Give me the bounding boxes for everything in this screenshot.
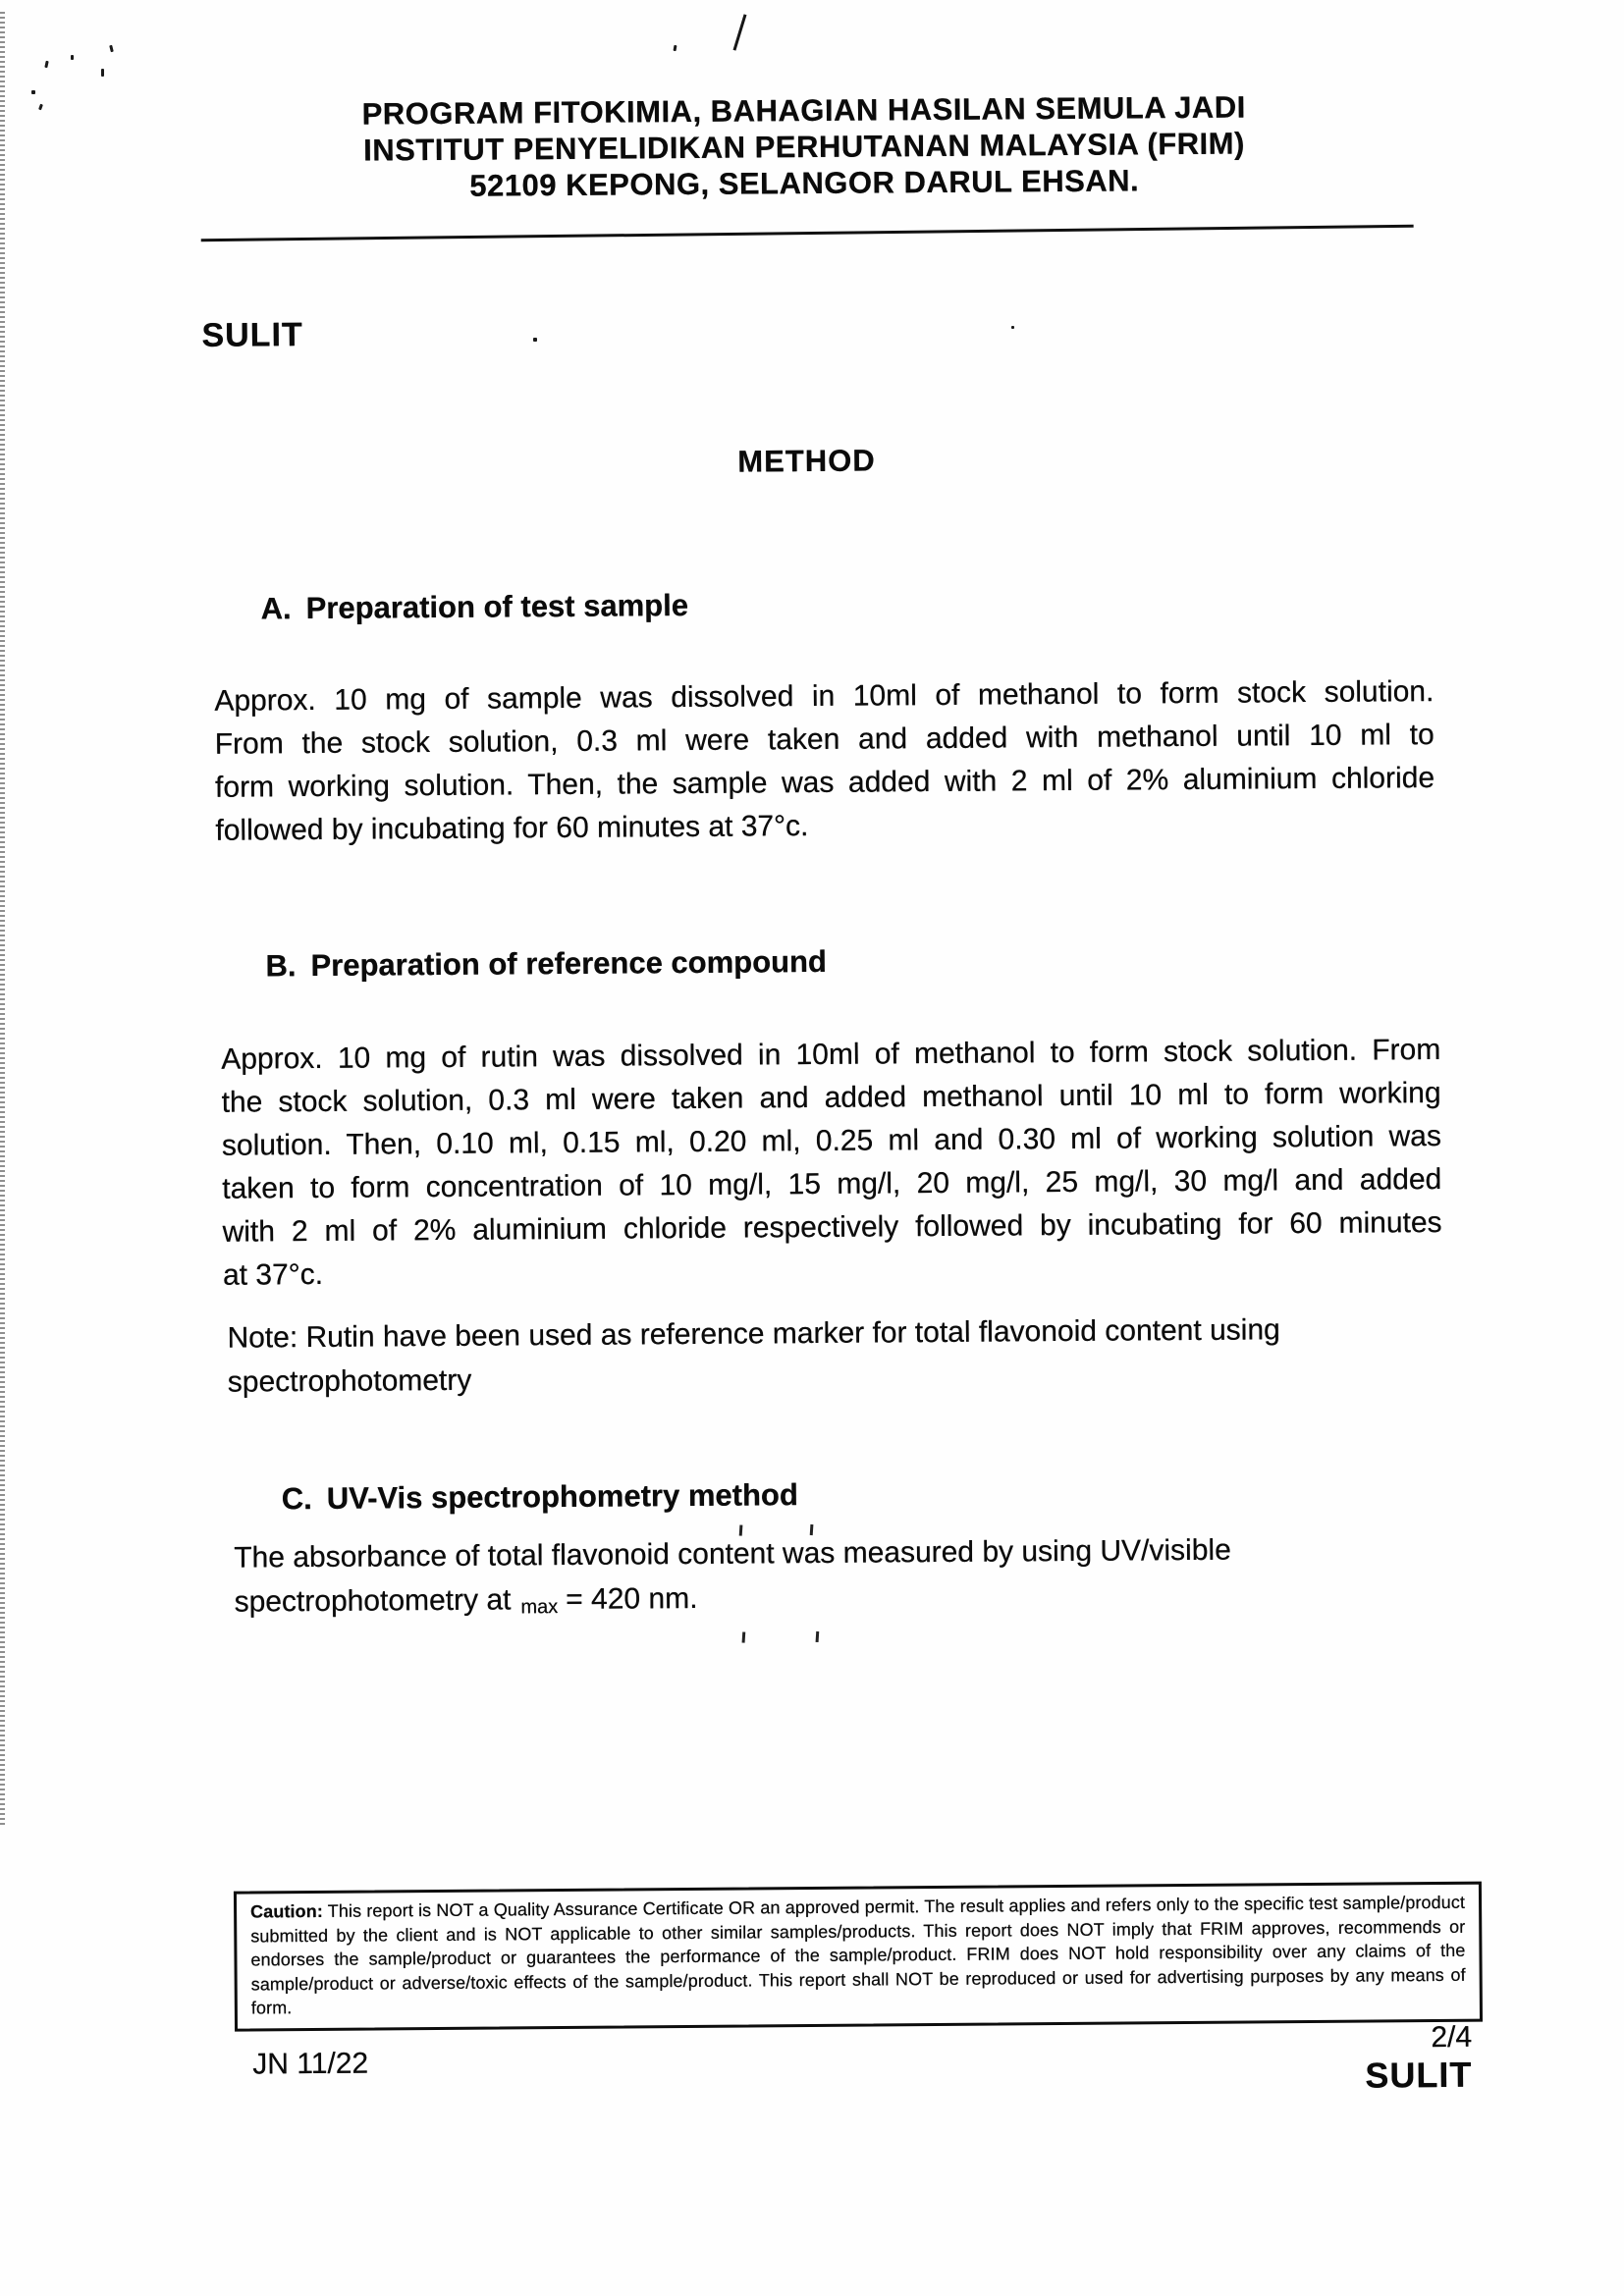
paragraph-line: solution. Then, 0.10 ml, 0.15 ml, 0.20 ml, 0.25 ml and 0.30 ml of working solution was bbox=[221, 1119, 1442, 1162]
paragraph-line: with 2 ml of 2% aluminium chloride respectively followed by incubating for 60 minutes bbox=[222, 1205, 1442, 1249]
section-b-heading-text: Preparation of reference compound bbox=[310, 943, 828, 984]
wavelength-text-post: = 420 nm. bbox=[566, 1581, 698, 1616]
paragraph-line: followed by incubating for 60 minutes at 37°c. bbox=[215, 810, 809, 847]
section-a-paragraph bbox=[214, 670, 1435, 853]
letterhead-line-1: PROGRAM FITOKIMIA, BAHAGIAN HASILAN SEMULA JADI bbox=[361, 89, 1246, 132]
letterhead bbox=[0, 86, 1616, 208]
section-b-letter: B. bbox=[265, 948, 297, 984]
classification-label-top: SULIT bbox=[201, 316, 303, 354]
paragraph-line: the stock solution, 0.3 ml were taken and added methanol until 10 ml to form working bbox=[221, 1076, 1441, 1119]
classification-label-bottom: SULIT bbox=[1365, 2054, 1473, 2096]
paragraph-line: Approx. 10 mg of rutin was dissolved in 10ml of methanol to form stock solution. From bbox=[221, 1033, 1441, 1076]
section-c-paragraph bbox=[234, 1526, 1454, 1629]
caution-label: Caution: bbox=[250, 1900, 323, 1922]
note-line: Note: Rutin have been used as reference marker for total flavonoid content using bbox=[227, 1313, 1280, 1355]
section-a-heading-text: Preparation of test sample bbox=[305, 587, 689, 626]
section-a-letter: A. bbox=[260, 591, 292, 626]
paragraph-line: The absorbance of total flavonoid content was measured by using UV/visible bbox=[234, 1533, 1231, 1575]
paragraph-line: form working solution. Then, the sample was added with 2 ml of 2% aluminium chloride bbox=[214, 762, 1435, 804]
document-title: METHOD bbox=[737, 443, 876, 479]
letterhead-line-3: 52109 KEPONG, SELANGOR DARUL EHSAN. bbox=[469, 163, 1140, 203]
wavelength-text-pre: spectrophotometry at bbox=[234, 1583, 512, 1619]
section-c-letter: C. bbox=[281, 1481, 312, 1517]
note-line: spectrophotometry bbox=[227, 1363, 472, 1399]
caution-text bbox=[250, 1891, 1466, 2020]
caution-box bbox=[234, 1882, 1483, 2031]
note-block bbox=[227, 1307, 1447, 1405]
section-b-heading bbox=[265, 944, 827, 984]
letterhead-divider-rule bbox=[201, 225, 1414, 241]
section-c-heading bbox=[282, 1477, 798, 1517]
letterhead-line-2: INSTITUT PENYELIDIKAN PERHUTANAN MALAYSIA (FRIM) bbox=[362, 126, 1245, 168]
paragraph-line: Approx. 10 mg of sample was dissolved in 10ml of methanol to form stock solution. bbox=[214, 675, 1435, 718]
section-b-paragraph bbox=[221, 1029, 1442, 1298]
paragraph-line bbox=[234, 1571, 1453, 1629]
page-number: 2/4 bbox=[1431, 2020, 1473, 2055]
paragraph-line: From the stock solution, 0.3 ml were taken and added with methanol until 10 ml to bbox=[214, 719, 1435, 761]
caution-body: This report is NOT a Quality Assurance Certificate OR an approved permit. The result applies and refers only to the specific test sample/product submitted by the client and is NOT applicable to other similar samples/products. This report does NOT imply that FRIM approves, recommends or endorses the sample/product or guarantees the performance of the sample/product. FRIM does NOT hold responsibility over any claims of the sample/product or adverse/toxic effects of the sample/product. This report shall NOT be reproduced or used for advertising purposes by any means of form. bbox=[250, 1892, 1466, 2018]
paragraph-line: taken to form concentration of 10 mg/l, 15 mg/l, 20 mg/l, 25 mg/l, 30 mg/l and added bbox=[222, 1162, 1442, 1205]
section-a-heading bbox=[261, 588, 689, 626]
scan-tick-mark bbox=[816, 1631, 820, 1642]
paragraph-line: at 37°c. bbox=[222, 1257, 324, 1292]
scan-tick-mark bbox=[742, 1631, 746, 1642]
section-c-heading-text: UV-Vis spectrophometry method bbox=[326, 1477, 798, 1516]
wavelength-max-subscript: max bbox=[520, 1596, 559, 1619]
report-reference-number: JN 11/22 bbox=[252, 2047, 369, 2081]
